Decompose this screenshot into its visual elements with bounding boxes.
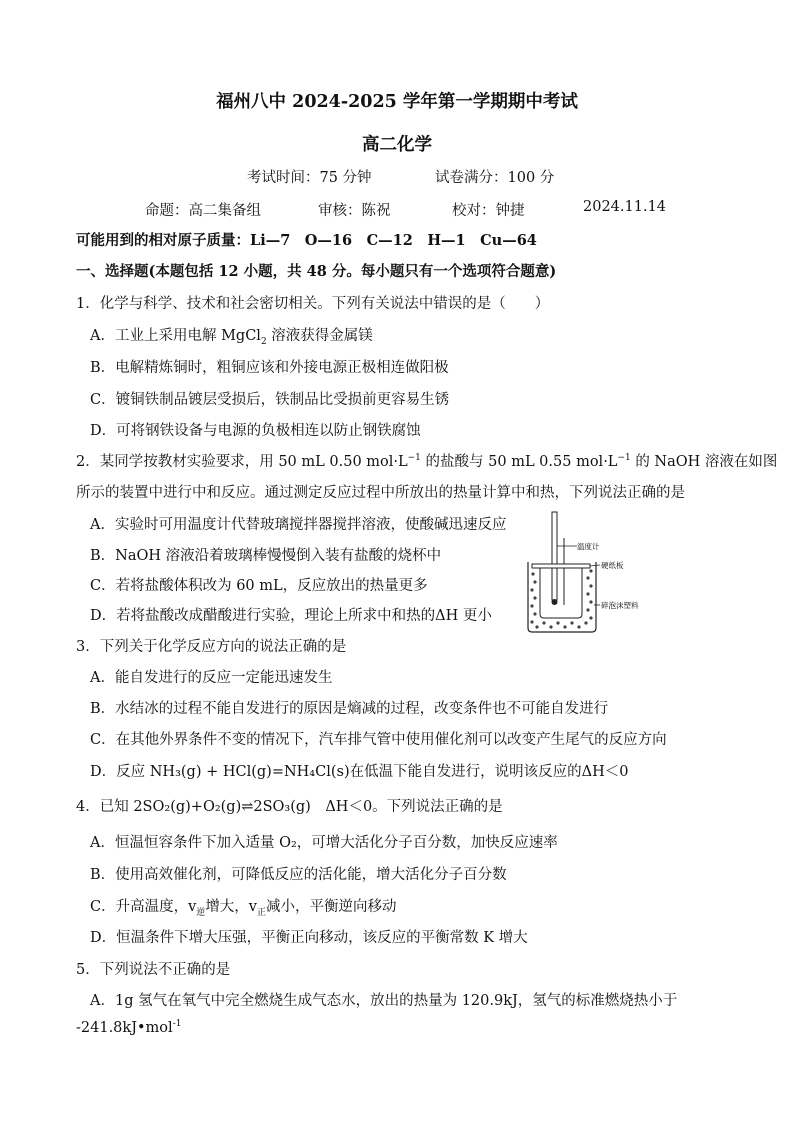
q2-option-d: D．若将盐酸改成醋酸进行实验，理论上所求中和热的ΔH 更小 <box>90 608 492 624</box>
exam-score: 试卷满分：100 分 <box>435 170 555 186</box>
section-heading: 一、选择题(本题包括 12 小题，共 48 分。每小题只有一个选项符合题意) <box>76 263 557 280</box>
q3-option-b: B．水结冰的过程不能自发进行的原因是熵减的过程，改变条件也不可能自发进行 <box>90 701 609 717</box>
q4-option-c: C．升高温度，$v_逆$增大，$v_正$减小，平衡逆向移动 <box>90 899 397 918</box>
q2-stem-line1: 2．某同学按教材实验要求，用 50 mL 0.50 $mol\cdot L^{-1}$ 的盐酸与 50 mL 0.55 $mol\cdot L^{-1}$ 的 NaOH 溶液在如图 <box>76 453 778 470</box>
q2-option-b: B．NaOH 溶液沿着玻璃棒慢慢倒入装有盐酸的烧杯中 <box>90 548 442 564</box>
q2-option-c: C．若将盐酸体积改为 60 mL，反应放出的热量更多 <box>90 578 428 594</box>
q1-option-d: D．可将钢铁设备与电源的负极相连以防止钢铁腐蚀 <box>90 423 421 439</box>
exam-proof: 校对：钟捷 <box>452 203 525 219</box>
exam-date: 2024.11.14 <box>583 199 667 215</box>
exam-subtitle: 高二化学 <box>362 135 432 155</box>
q3-option-c: C．在其他外界条件不变的情况下，汽车排气管中使用催化剂可以改变产生尾气的反应方向 <box>90 732 667 748</box>
q1-option-c: C．镀铜铁制品镀层受损后，铁制品比受损前更容易生锈 <box>90 392 450 408</box>
q1-option-b: B．电解精炼铜时，粗铜应该和外接电源正极相连做阳极 <box>90 360 449 376</box>
figure-label-foam: 碎泡沫塑料 <box>601 601 639 610</box>
figure-label-cardboard: 硬纸板 <box>601 561 624 570</box>
q5-option-a-line2: -241.8kJ•mol$^{-1}$ <box>76 1019 182 1036</box>
q4-option-a: A．恒温恒容条件下加入适量 O₂，可增大活化分子百分数，加快反应速率 <box>90 835 558 851</box>
atomic-mass-line: 可能用到的相对原子质量：Li—7 O—16 C—12 H—1 Cu—64 <box>76 232 537 249</box>
calorimeter-figure <box>522 510 672 640</box>
q3-option-a: A．能自发进行的反应一定能迅速发生 <box>90 670 333 686</box>
q2-stem-line2: 所示的装置中进行中和反应。通过测定反应过程中所放出的热量计算中和热，下列说法正确的是 <box>76 485 685 501</box>
q4-stem: 4．已知 2SO₂(g)+O₂(g)⇌2SO₃(g) ΔH＜0。下列说法正确的是 <box>76 799 503 815</box>
exam-author: 命题：高二集备组 <box>145 203 261 219</box>
q2-option-a: A．实验时可用温度计代替玻璃搅拌器搅拌溶液，使酸碱迅速反应 <box>90 517 507 533</box>
exam-time: 考试时间：75 分钟 <box>247 170 372 186</box>
q1-stem: 1．化学与科学、技术和社会密切相关。下列有关说法中错误的是（ ） <box>76 296 550 312</box>
q5-option-a-line1: A．1g 氢气在氧气中完全燃烧生成气态水，放出的热量为 120.9kJ，氢气的标准燃烧热小于 <box>90 993 678 1009</box>
q1-option-a: A．工业上采用电解 MgCl$_2$ 溶液获得金属镁 <box>90 328 373 347</box>
exam-reviewer: 审核：陈祝 <box>318 203 391 219</box>
q4-option-b: B．使用高效催化剂，可降低反应的活化能，增大活化分子百分数 <box>90 867 507 883</box>
q5-stem: 5．下列说法不正确的是 <box>76 962 231 978</box>
q4-option-d: D．恒温条件下增大压强，平衡正向移动，该反应的平衡常数 K 增大 <box>90 930 528 946</box>
exam-title: 福州八中 2024-2025 学年第一学期期中考试 <box>216 92 578 112</box>
q3-stem: 3．下列关于化学反应方向的说法正确的是 <box>76 639 347 655</box>
figure-label-thermometer: 温度计 <box>577 542 600 551</box>
q3-option-d: D．反应 NH₃(g) + HCl(g)=NH₄Cl(s)在低温下能自发进行，说明该反应的ΔH＜0 <box>90 764 629 780</box>
